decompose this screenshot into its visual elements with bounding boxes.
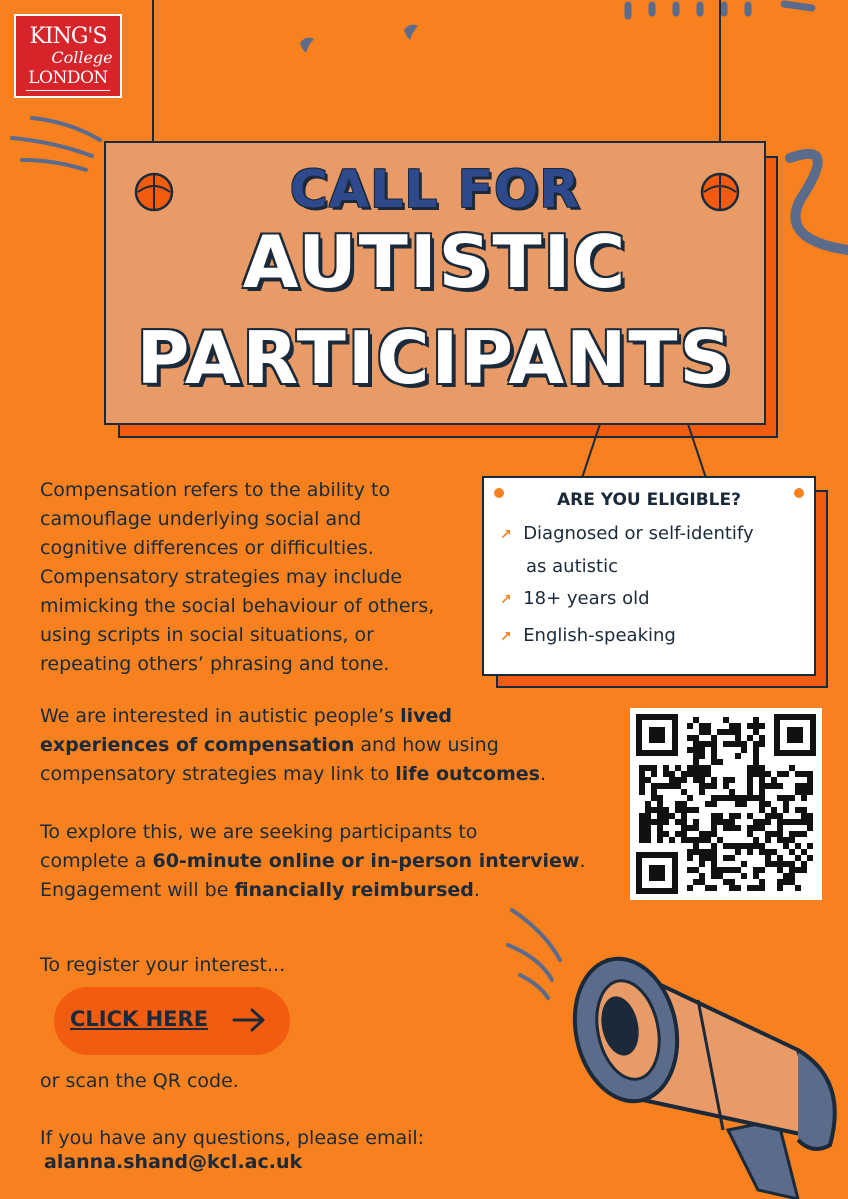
interest-text: compensatory strategies may link to bbox=[40, 763, 396, 785]
eligibility-item bbox=[500, 620, 810, 653]
arrow-up-right-icon: ↗ bbox=[500, 629, 512, 645]
interest-bold: life outcomes bbox=[395, 763, 540, 785]
sign-title-line2: AUTISTIC bbox=[242, 220, 628, 304]
eligibility-item-2: 18+ years old bbox=[523, 588, 650, 609]
eligibility-item bbox=[500, 518, 810, 582]
explore-text: . bbox=[579, 850, 586, 872]
intro-line: using scripts in social situations, or bbox=[40, 624, 374, 646]
click-here-button[interactable] bbox=[54, 987, 290, 1055]
kings-college-logo bbox=[14, 14, 122, 98]
logo-line2: College bbox=[51, 48, 113, 67]
eligibility-item bbox=[500, 583, 810, 616]
arrow-up-right-icon: ↗ bbox=[500, 592, 512, 608]
intro-line: mimicking the social behaviour of others, bbox=[40, 595, 435, 617]
explore-text: Engagement will be bbox=[40, 879, 235, 901]
register-prompt: To register your interest... bbox=[40, 954, 286, 976]
eligibility-item-1-line2: as autistic bbox=[526, 556, 618, 577]
arrow-right-icon bbox=[232, 1007, 266, 1033]
qr-code[interactable] bbox=[630, 708, 822, 900]
explore-bold: financially reimbursed bbox=[234, 879, 474, 901]
interest-paragraph bbox=[40, 702, 620, 789]
interest-bold: experiences of compensation bbox=[40, 734, 355, 756]
explore-text: complete a bbox=[40, 850, 153, 872]
explore-paragraph bbox=[40, 818, 630, 905]
question-text: If you have any questions, please email: bbox=[40, 1127, 425, 1149]
logo-underline bbox=[26, 90, 110, 91]
intro-line: cognitive differences or difficulties. bbox=[40, 537, 374, 559]
intro-line: repeating others’ phrasing and tone. bbox=[40, 653, 390, 675]
contact-email-link[interactable]: alanna.shand@kcl.ac.uk bbox=[44, 1151, 303, 1173]
logo-line3: LONDON bbox=[28, 68, 108, 88]
arrow-up-right-icon: ↗ bbox=[500, 527, 512, 543]
eligibility-title: ARE YOU ELIGIBLE? bbox=[557, 490, 741, 510]
scan-text: or scan the QR code. bbox=[40, 1070, 239, 1092]
intro-line: camouflage underlying social and bbox=[40, 508, 362, 530]
interest-text: . bbox=[539, 763, 546, 785]
megaphone-icon bbox=[548, 930, 848, 1199]
eligibility-item-3: English-speaking bbox=[523, 625, 676, 646]
eligibility-hangers bbox=[570, 424, 720, 480]
interest-text: and how using bbox=[354, 734, 499, 756]
sign-title-line1: CALL FOR bbox=[289, 160, 581, 220]
logo-line1: KING'S bbox=[29, 24, 107, 49]
intro-line: Compensatory strategies may include bbox=[40, 566, 403, 588]
explore-text: . bbox=[473, 879, 480, 901]
intro-line: Compensation refers to the ability to bbox=[40, 479, 391, 501]
sign-title-line3: PARTICIPANTS bbox=[136, 316, 734, 400]
click-here-label: CLICK HERE bbox=[70, 1007, 209, 1031]
interest-bold: lived bbox=[400, 705, 453, 727]
explore-text: To explore this, we are seeking participants to bbox=[40, 821, 478, 843]
eligibility-item-1-line1: Diagnosed or self-identify bbox=[523, 523, 754, 544]
explore-bold: 60-minute online or in-person interview bbox=[152, 850, 580, 872]
interest-text: We are interested in autistic people’s bbox=[40, 705, 401, 727]
intro-paragraph bbox=[40, 476, 490, 679]
